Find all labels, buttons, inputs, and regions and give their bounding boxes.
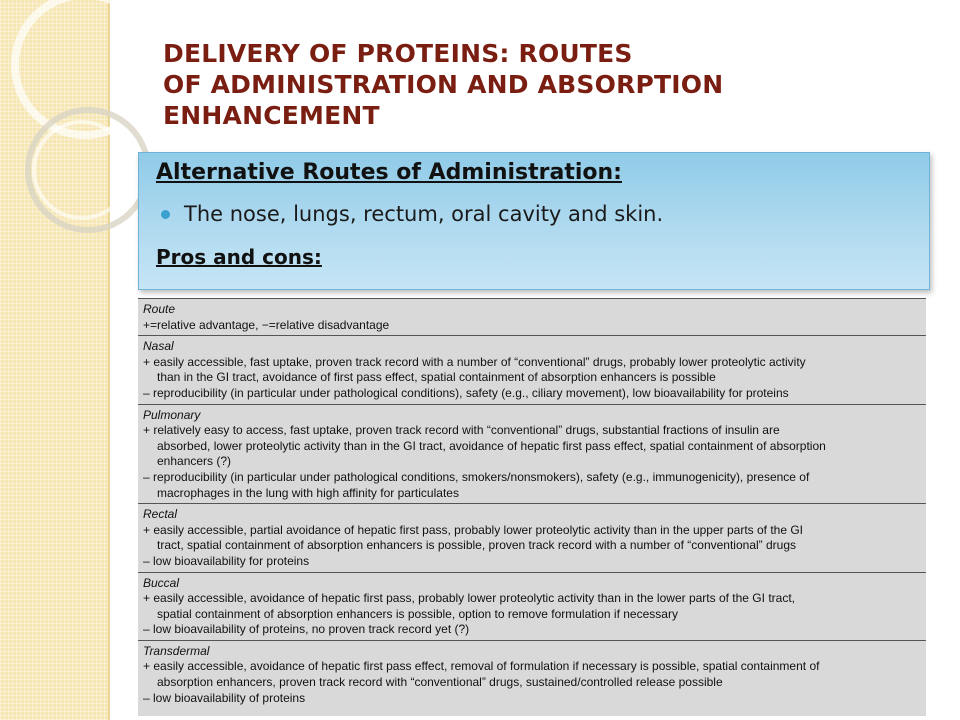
table-section-transdermal <box>138 641 926 708</box>
title-line-1: DELIVERY OF PROTEINS: ROUTES <box>163 39 633 68</box>
disadvantage-line: – low bioavailability of proteins, no proven track record yet (?) <box>143 622 470 637</box>
title-line-3: ENHANCEMENT <box>163 101 380 130</box>
routes-heading: Alternative Routes of Administration: <box>156 160 622 185</box>
content-box <box>138 152 930 290</box>
bullet-dot-icon <box>161 210 170 219</box>
advantage-line: enhancers (?) <box>157 454 232 469</box>
disadvantage-line: macrophages in the lung with high affinity for particulates <box>157 485 459 500</box>
advantage-line: tract, spatial containment of absorption enhancers is possible, proven track record with a number of “conventional” drugs <box>157 538 796 553</box>
route-name: Rectal <box>143 507 178 522</box>
title-line-2: OF ADMINISTRATION AND ABSORPTION <box>163 70 724 99</box>
table-header-route: Route <box>143 302 176 316</box>
advantage-line: + easily accessible, avoidance of hepatic first pass effect, removal of formulation if necessary is possible, spatial containment of <box>143 659 820 674</box>
advantage-line: + relatively easy to access, fast uptake, proven track record with “conventional” drugs, substantial fractions of insulin are <box>143 423 780 438</box>
route-name: Nasal <box>143 339 174 354</box>
route-name: Transdermal <box>143 643 210 658</box>
table-section-pulmonary <box>138 405 926 505</box>
advantage-line: + easily accessible, partial avoidance of hepatic first pass, probably lower proteolytic activity than in the upper parts of the GI <box>143 522 804 537</box>
table-section-rectal <box>138 504 926 572</box>
table-header-legend: +=relative advantage, −=relative disadvantage <box>143 317 390 332</box>
disadvantage-line: – low bioavailability of proteins <box>143 690 306 705</box>
route-name: Buccal <box>143 575 180 590</box>
advantage-line: than in the GI tract, avoidance of first pass effect, spatial containment of absorption enhancers is possible <box>157 370 716 385</box>
advantage-line: absorbed, lower proteolytic activity than in the GI tract, avoidance of hepatic first pass effect, spatial containment of absorption <box>157 438 826 453</box>
bullet-text: The nose, lungs, rectum, oral cavity and skin. <box>184 202 664 226</box>
disadvantage-line: – reproducibility (in particular under pathological conditions, smokers/nonsmokers), safety (e.g., immunogenicity), presence of <box>143 469 810 484</box>
decorative-circles <box>0 0 160 720</box>
disadvantage-line: – low bioavailability for proteins <box>143 553 310 568</box>
advantage-line: spatial containment of absorption enhancers is possible, option to remove formulation if necessary <box>157 606 678 621</box>
routes-table <box>138 298 926 716</box>
pros-cons-heading: Pros and cons: <box>156 245 322 269</box>
disadvantage-line: – reproducibility (in particular under pathological conditions), safety (e.g., ciliary movement), low bioavailability for proteins <box>143 385 789 400</box>
table-header <box>138 299 926 336</box>
table-section-buccal <box>138 573 926 641</box>
slide-title <box>163 38 923 131</box>
route-name: Pulmonary <box>143 407 201 422</box>
advantage-line: + easily accessible, avoidance of hepatic first pass, probably lower proteolytic activity than in the lower parts of the GI tract, <box>143 591 795 606</box>
advantage-line: + easily accessible, fast uptake, proven track record with a number of “conventional” drugs, probably lower proteolytic activity <box>143 354 806 369</box>
advantage-line: absorption enhancers, proven track record with “conventional” drugs, sustained/controlled release possible <box>157 675 723 690</box>
table-section-nasal <box>138 336 926 404</box>
bullet-item <box>161 202 663 226</box>
